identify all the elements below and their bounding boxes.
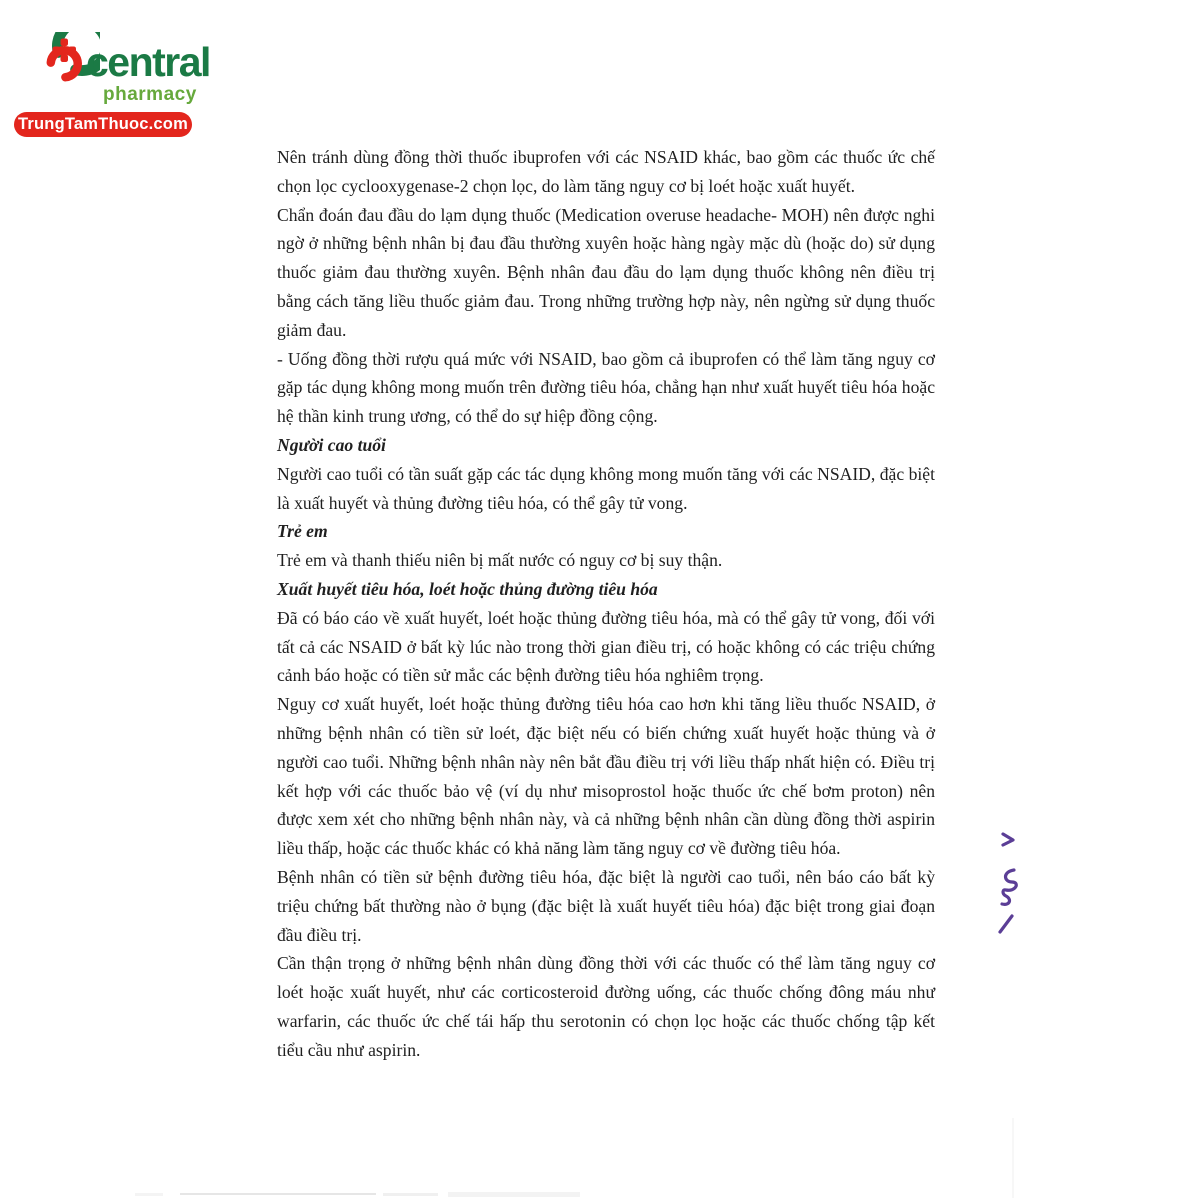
section-heading: Trẻ em bbox=[277, 521, 328, 542]
text-column bbox=[277, 143, 935, 1065]
section-heading: Người cao tuổi bbox=[277, 434, 386, 455]
paragraph: Người cao tuổi có tần suất gặp các tác dụng không mong muốn tăng với các NSAID, đặc biệt là xuất huyết và thủng đường tiêu hóa, có thể gây tử vong. bbox=[277, 463, 935, 513]
brand-name: central bbox=[86, 39, 210, 85]
website-badge: TrungTamThuoc.com bbox=[14, 112, 192, 137]
paragraph: - Uống đồng thời rượu quá mức với NSAID, bao gồm cả ibuprofen có thể làm tăng nguy cơ gặp tác dụng không mong muốn trên đường tiêu hóa, chẳng hạn như xuất huyết tiêu hóa hoặc hệ thần kinh trung ương, có thể do sự hiệp đồng cộng. bbox=[277, 348, 935, 427]
brand-subtitle: pharmacy bbox=[103, 84, 197, 105]
scan-artifact-line bbox=[448, 1192, 580, 1197]
scan-artifact-line bbox=[135, 1193, 163, 1196]
scan-artifact-line bbox=[383, 1193, 438, 1196]
paragraph: Bệnh nhân có tiền sử bệnh đường tiêu hóa, đặc biệt là người cao tuổi, nên báo cáo bất kỳ triệu chứng bất thường nào ở bụng (đặc biệt là xuất huyết tiêu hóa) đặc biệt trong giai đoạn đầu điều trị. bbox=[277, 866, 935, 945]
paragraph: Đã có báo cáo về xuất huyết, loét hoặc thủng đường tiêu hóa, mà có thể gây tử vong, đối với tất cả các NSAID ở bất kỳ lúc nào trong thời gian điều trị, có hoặc không có các triệu chứng cảnh báo hoặc có tiền sử mắc các bệnh đường tiêu hóa nghiêm trọng. bbox=[277, 607, 935, 686]
scan-artifact-line bbox=[180, 1193, 376, 1195]
paragraph: Trẻ em và thanh thiếu niên bị mất nước có nguy cơ bị suy thận. bbox=[277, 550, 723, 571]
scan-artifact-line bbox=[1012, 1118, 1014, 1198]
handwritten-mark-icon bbox=[992, 826, 1028, 938]
section-heading: Xuất huyết tiêu hóa, loét hoặc thủng đường tiêu hóa bbox=[277, 578, 658, 599]
pharmacy-logo bbox=[0, 0, 230, 150]
paragraph: Cần thận trọng ở những bệnh nhân dùng đồng thời với các thuốc có thể làm tăng nguy cơ loét hoặc xuất huyết, như các corticosteroid đường uống, các thuốc chống đông máu như warfarin, các thuốc ức chế tái hấp thu serotonin có chọn lọc hoặc các thuốc chống tập kết tiểu cầu như aspirin. bbox=[277, 953, 935, 1060]
paragraph: Chẩn đoán đau đầu do lạm dụng thuốc (Medication overuse headache- MOH) nên được nghi ngờ ở những bệnh nhân bị đau đầu thường xuyên hoặc hàng ngày mặc dù (hoặc do) sử dụng thuốc giảm đau thường xuyên. Bệnh nhân đau đầu do lạm dụng thuốc không nên điều trị bằng cách tăng liều thuốc giảm đau. Trong những trường hợp này, nên ngừng sử dụng thuốc giảm đau. bbox=[277, 204, 935, 340]
paragraph: Nên tránh dùng đồng thời thuốc ibuprofen với các NSAID khác, bao gồm các thuốc ức chế chọn lọc cyclooxygenase-2 chọn lọc, do làm tăng nguy cơ bị loét hoặc xuất huyết. bbox=[277, 147, 935, 196]
paragraph: Nguy cơ xuất huyết, loét hoặc thủng đường tiêu hóa cao hơn khi tăng liều thuốc NSAID, ở những bệnh nhân có tiền sử loét, đặc biệt nếu có biến chứng xuất huyết hoặc thủng và ở người cao tuổi. Những bệnh nhân này nên bắt đầu điều trị với liều thấp nhất hiện có. Điều trị kết hợp với các thuốc bảo vệ (ví dụ như misoprostol hoặc thuốc ức chế bơm proton) nên được xem xét cho những bệnh nhân này, và cả những bệnh nhân cần dùng đồng thời aspirin liều thấp, hoặc các thuốc khác có khả năng làm tăng nguy cơ về đường tiêu hóa. bbox=[277, 694, 935, 859]
